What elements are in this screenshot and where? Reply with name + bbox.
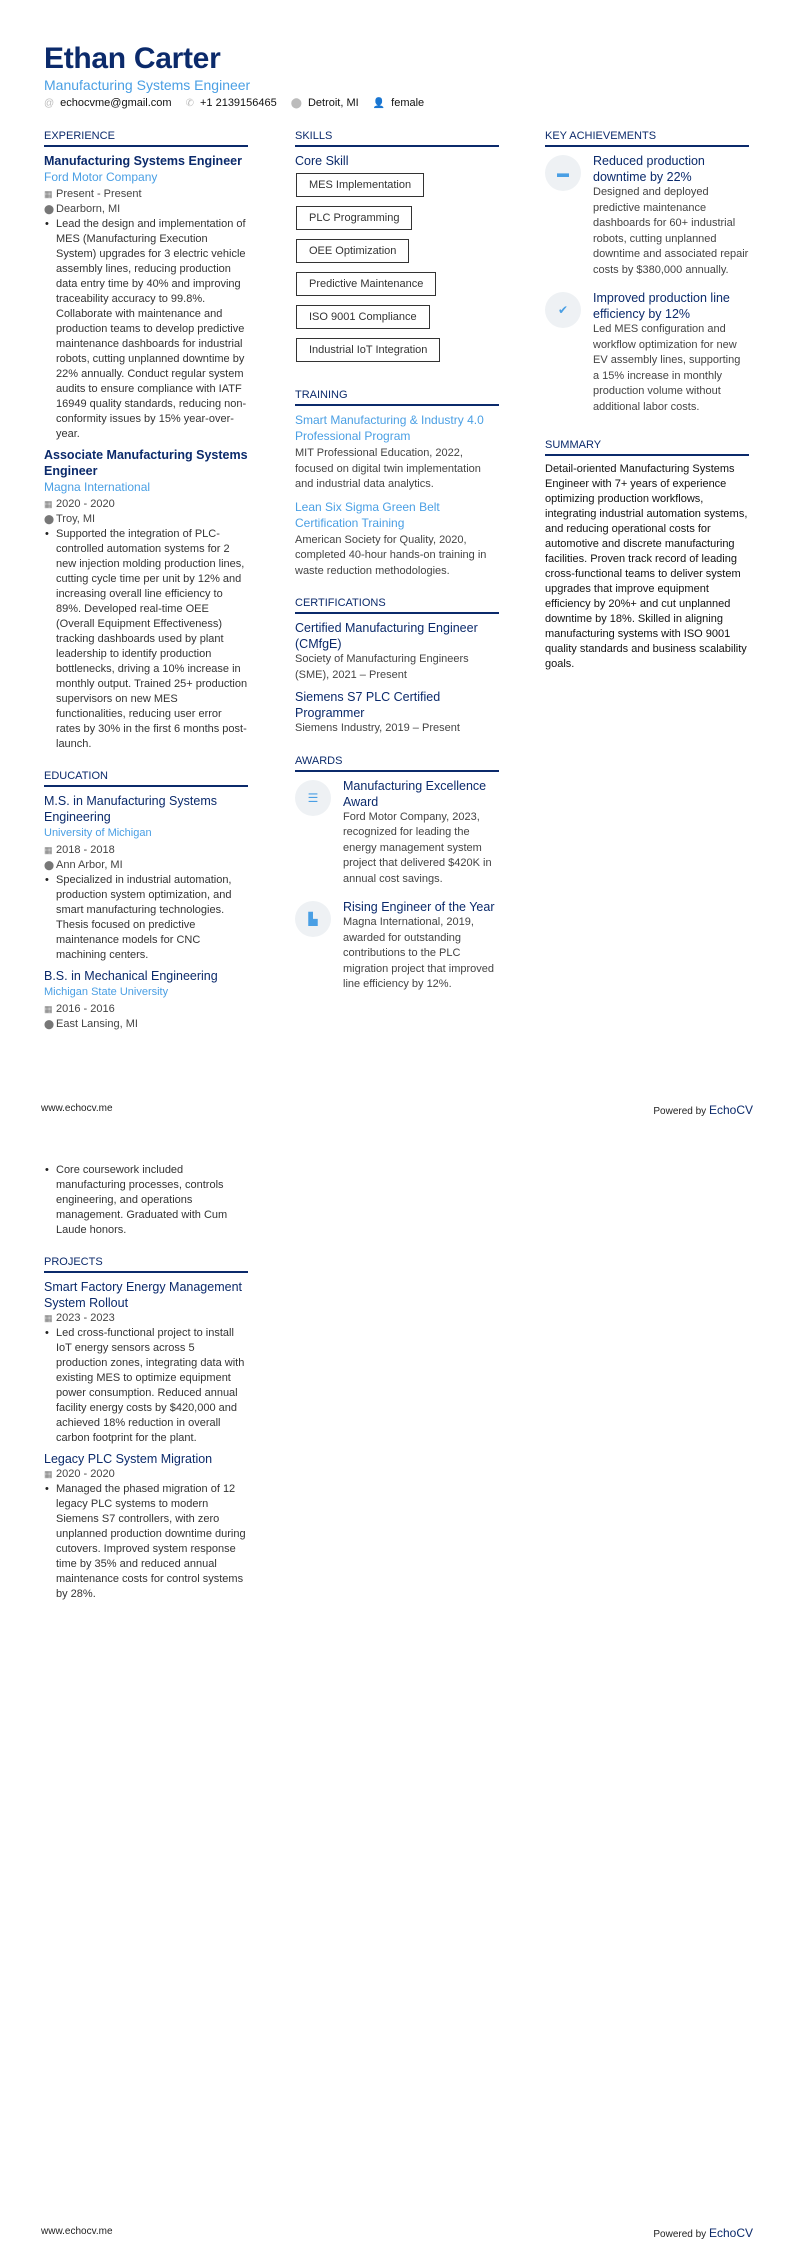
location-icon: ⬤ (290, 98, 302, 109)
award-name: Manufacturing Excellence Award (343, 778, 487, 809)
education-item (44, 793, 248, 963)
achievement-desc: Led MES configuration and workflow optimization for new EV assembly lines, supporting a 15% increase in monthly production volume without additional labor costs. (593, 323, 741, 413)
candidate-role: Manufacturing Systems Engineer (44, 77, 251, 93)
bullet: • Specialized in industrial automation, production system optimization, and smart manufacturing technologies. Thesis focused on predictive maintenance models for CNC machining centers. (44, 873, 248, 963)
award-desc: Magna International, 2019, awarded for outstanding contributions to the PLC migration project that improved line efficiency by 12%. (343, 916, 495, 990)
training-section (295, 389, 499, 579)
job-title: Manufacturing Systems Engineer (44, 154, 242, 168)
right-column (545, 130, 749, 690)
dates: ▦ Present - Present (44, 188, 142, 200)
contact-location (291, 97, 359, 109)
award-item (295, 899, 499, 999)
project-item (44, 1451, 248, 1602)
certifications-section (295, 597, 499, 737)
dates: ▦ 2016 - 2016 (44, 1003, 115, 1015)
school: Michigan State University (44, 986, 169, 998)
location-icon: ⬤ (44, 204, 55, 214)
candidate-name: Ethan Carter (44, 42, 221, 75)
experience-item (44, 153, 248, 442)
at-icon: @ (44, 98, 55, 109)
section-heading: KEY ACHIEVEMENTS (545, 130, 749, 147)
experience-section (44, 130, 248, 752)
education-section (44, 770, 248, 1032)
contact-gender (373, 97, 424, 109)
summary-section (545, 439, 749, 672)
contact-email[interactable] (44, 97, 172, 109)
section-heading: TRAINING (295, 389, 499, 406)
document-icon: ▙ (295, 901, 331, 937)
bullet: • Supported the integration of PLC-controlled automation systems for 2 new injection molding production lines, cutting cycle time per unit by 12% and increasing overall line efficiency to 89%. Developed real-time OEE (Overall Equipment Effectiveness) tracking dashboards used by plant leadership to identify production bottlenecks, driving a 10% increase in monthly output. Trained 25+ production supervisors on new MES functionalities, reducing user error rates by 30% in the first 6 months post-launch. (44, 527, 248, 752)
dates: ▦ 2020 - 2020 (44, 498, 115, 510)
bullet: • Managed the phased migration of 12 legacy PLC systems to modern Siemens S7 controllers, with zero unplanned production downtime during cutovers. Improved system response time by 35% and reduced annual maintenance costs for control systems by 28%. (44, 1482, 248, 1602)
skill-tag: OEE Optimization (296, 239, 409, 263)
education-item (44, 968, 248, 1032)
calendar-icon: ▦ (44, 189, 53, 199)
section-heading: AWARDS (295, 755, 499, 772)
skill-tag: ISO 9001 Compliance (296, 305, 430, 329)
location: ⬤ East Lansing, MI (44, 1018, 138, 1030)
achievement-name: Reduced production downtime by 22% (593, 154, 705, 184)
award-item (295, 778, 499, 894)
section-heading: CERTIFICATIONS (295, 597, 499, 614)
award-desc: Ford Motor Company, 2023, recognized for leading the energy management system project that delivered $420K in annual cost savings. (343, 810, 492, 885)
calendar-icon: ▦ (44, 499, 53, 509)
calendar-icon: ▦ (44, 1469, 53, 1479)
project-name: Smart Factory Energy Management System Rollout (44, 1280, 242, 1310)
location: ⬤ Troy, MI (44, 513, 96, 525)
achievement-item (545, 153, 749, 284)
calendar-icon: ▦ (44, 845, 53, 855)
person-icon: 👤 (372, 98, 386, 109)
section-heading: EDUCATION (44, 770, 248, 787)
phone-text: +1 2139156465 (199, 97, 277, 109)
location: ⬤ Dearborn, MI (44, 203, 121, 215)
experience-item (44, 447, 248, 752)
dates: ▦ 2020 - 2020 (44, 1468, 115, 1480)
bullet: • Led cross-functional project to install IoT energy sensors across 5 production zones, integrating data with existing MES to optimize equipment power consumption. Reduced annual facility energy costs by $420,000 and achieved 18% reduction in overall carbon footprint for the plant. (44, 1326, 248, 1446)
degree: B.S. in Mechanical Engineering (44, 969, 218, 983)
calendar-icon: ▦ (44, 1004, 53, 1014)
training-desc: American Society for Quality, 2020, completed 40-hour hands-on training in waste reduction methodologies. (295, 533, 487, 577)
location-icon: ⬤ (44, 1019, 55, 1029)
location-text: Detroit, MI (307, 97, 359, 109)
footer-site-link[interactable]: www.echocv.me (41, 2226, 113, 2237)
achievements-section (545, 130, 749, 421)
skill-group-title: Core Skill (295, 154, 349, 168)
resume-page-2 (0, 1123, 794, 2246)
footer-powered-by[interactable] (653, 1103, 753, 1117)
bullet: • Lead the design and implementation of MES (Manufacturing Execution System) upgrades for 3 electric vehicle assembly lines, reducing production data entry time by 40% and improving traceability accuracy to 99.8%. Collaborate with maintenance and production teams to develop predictive maintenance dashboards for industrial robots, cutting unplanned downtime by 22% annually. Conduct regular system audits to ensure compliance with IATF 16949 quality standards, reducing non-conformity issues by 15% year-over-year. (44, 217, 248, 442)
brand-logo-text: EchoCV (708, 1103, 753, 1117)
calendar-icon: ▦ (44, 1313, 53, 1323)
left-column (44, 1163, 248, 1620)
school: University of Michigan (44, 827, 152, 839)
contact-bar (44, 97, 424, 109)
summary-text: Detail-oriented Manufacturing Systems Engineer with 7+ years of experience optimizing production workflows, integrating industrial automation systems, and reducing operational costs for automotive and discrete manufacturing facilities. Proven track record of leading cross-functional teams to deliver system upgrades that improve equipment efficiency by 20%+ and cut unplanned downtime by 18%. Skilled in aligning manufacturing systems with ISO 9001 quality standards and business scalability goals. (545, 463, 748, 670)
education-continued (44, 1163, 248, 1238)
dates: ▦ 2023 - 2023 (44, 1312, 115, 1324)
achievement-item (545, 290, 749, 421)
contact-phone[interactable] (186, 97, 277, 109)
award-name: Rising Engineer of the Year (343, 900, 495, 914)
gender-text: female (391, 97, 425, 109)
company: Magna International (44, 480, 151, 494)
section-heading: SUMMARY (545, 439, 749, 456)
cert-desc: Siemens Industry, 2019 – Present (295, 722, 460, 734)
cert-name: Certified Manufacturing Engineer (CMfgE) (295, 621, 478, 651)
degree: M.S. in Manufacturing Systems Engineering (44, 794, 217, 824)
location-icon: ⬤ (44, 514, 55, 524)
bullet: • Core coursework included manufacturing processes, controls engineering, and operations management. Graduated with Cum Laude honors. (44, 1163, 248, 1238)
skill-tag: Predictive Maintenance (296, 272, 436, 296)
skill-tag: PLC Programming (296, 206, 412, 230)
cert-desc: Society of Manufacturing Engineers (SME), 2021 – Present (295, 653, 469, 681)
training-desc: MIT Professional Education, 2022, focused on digital twin implementation and industrial data analytics. (295, 447, 481, 490)
training-name: Smart Manufacturing & Industry 4.0 Professional Program (295, 413, 484, 443)
projects-section (44, 1256, 248, 1602)
section-heading: SKILLS (295, 130, 499, 147)
cert-name: Siemens S7 PLC Certified Programmer (295, 690, 441, 720)
list-icon: ☰ (295, 780, 331, 816)
left-column (44, 130, 248, 1050)
powered-by-text: Powered by (653, 1106, 707, 1117)
brand-logo-text: EchoCV (708, 2226, 753, 2240)
section-heading: PROJECTS (44, 1256, 248, 1273)
skills-section (295, 130, 499, 371)
location: ⬤ Ann Arbor, MI (44, 859, 123, 871)
location-icon: ⬤ (44, 860, 55, 870)
powered-by-text: Powered by (653, 2229, 707, 2240)
job-title: Associate Manufacturing Systems Engineer (44, 448, 248, 478)
section-heading: EXPERIENCE (44, 130, 248, 147)
skill-tag: MES Implementation (296, 173, 424, 197)
project-name: Legacy PLC System Migration (44, 1452, 213, 1466)
dates: ▦ 2018 - 2018 (44, 844, 115, 856)
phone-icon: ✆ (185, 98, 194, 109)
footer-site-link[interactable]: www.echocv.me (41, 1103, 113, 1114)
achievement-name: Improved production line efficiency by 12% (593, 291, 730, 321)
achievement-desc: Designed and deployed predictive maintenance dashboards for 60+ industrial robots, cutting unplanned downtime and associated repair costs by $380,000 annually. (593, 186, 749, 276)
footer-powered-by[interactable] (653, 2226, 753, 2240)
project-item (44, 1279, 248, 1446)
credit-card-icon: ▬ (545, 155, 581, 191)
skill-tag: Industrial IoT Integration (296, 338, 440, 362)
middle-column (295, 130, 499, 1017)
check-circle-icon: ✔ (545, 292, 581, 328)
email-text: echocvme@gmail.com (60, 97, 172, 109)
training-name: Lean Six Sigma Green Belt Certification Training (295, 499, 440, 530)
company: Ford Motor Company (44, 170, 158, 184)
awards-section (295, 755, 499, 999)
